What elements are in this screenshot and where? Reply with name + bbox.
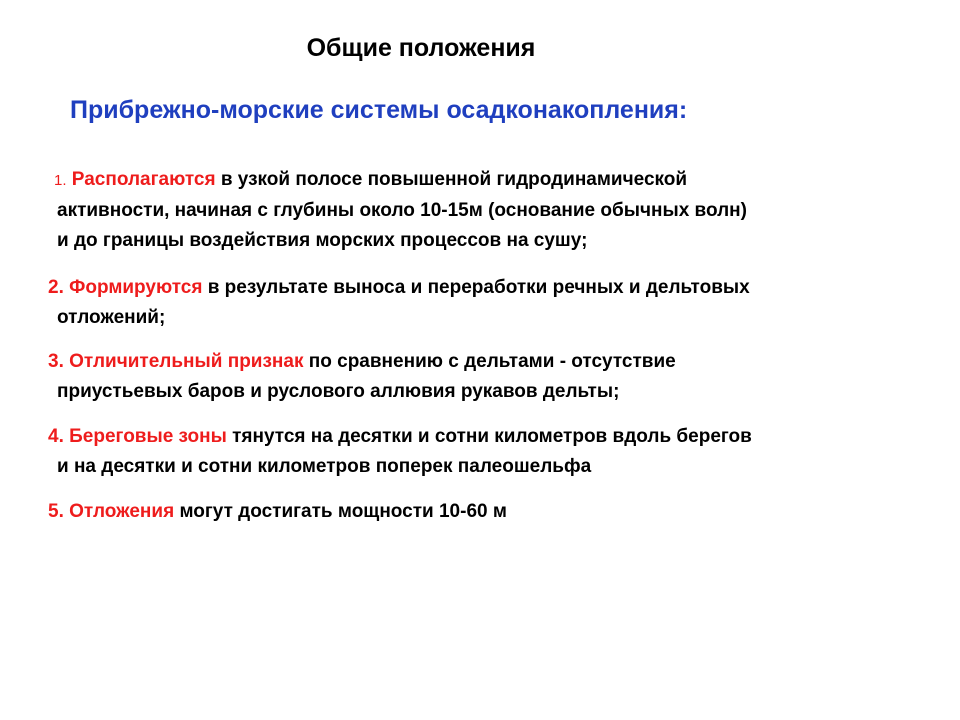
item-5-keyword: Отложения (69, 501, 175, 522)
item-3-line-2: приустьевых баров и руслового аллювия рукавов дельты; (57, 381, 620, 402)
slide-title: Общие положения (306, 34, 536, 62)
item-1-keyword: Располагаются (71, 169, 216, 190)
item-3-keyword: Отличительный признак (69, 351, 304, 372)
list-item-2 (48, 273, 948, 333)
item-5-line-1 (48, 497, 948, 527)
item-2-text-1: в результате выноса и переработки речных и дельтовых (207, 277, 750, 298)
item-2-line-2: отложений; (57, 307, 166, 328)
item-4-line-1 (48, 422, 948, 452)
item-3-text-1: по сравнению с дельтами - отсутствие (308, 351, 676, 372)
item-2-line-1 (48, 273, 948, 303)
item-1-line-3: и до границы воздействия морских процессов на сушу; (57, 230, 588, 251)
item-4-number: 4. (48, 426, 64, 447)
slide-subtitle: Прибрежно-морские системы осадконакопления: (70, 96, 688, 124)
item-1-line-2: активности, начиная с глубины около 10-15м (основание обычных волн) (57, 200, 747, 221)
list-item-3 (48, 347, 948, 407)
item-4-line-2: и на десятки и сотни километров поперек палеошельфа (57, 456, 592, 477)
item-5-text-1: могут достигать мощности 10-60 м (179, 501, 507, 522)
item-2-keyword: Формируются (69, 277, 203, 298)
item-4-text-1: тянутся на десятки и сотни километров вдоль берегов (232, 426, 752, 447)
item-1-number: 1. (54, 172, 67, 189)
item-3-number: 3. (48, 351, 64, 372)
item-1-text-1: в узкой полосе повышенной гидродинамической (220, 169, 688, 190)
list-item-4 (48, 422, 948, 482)
list-item-5 (48, 497, 948, 527)
item-3-line-1 (48, 347, 948, 377)
item-5-number: 5. (48, 501, 64, 522)
list-item-1 (48, 165, 948, 256)
item-2-number: 2. (48, 277, 64, 298)
item-4-keyword: Береговые зоны (69, 426, 227, 447)
item-1-line-1 (48, 165, 948, 196)
